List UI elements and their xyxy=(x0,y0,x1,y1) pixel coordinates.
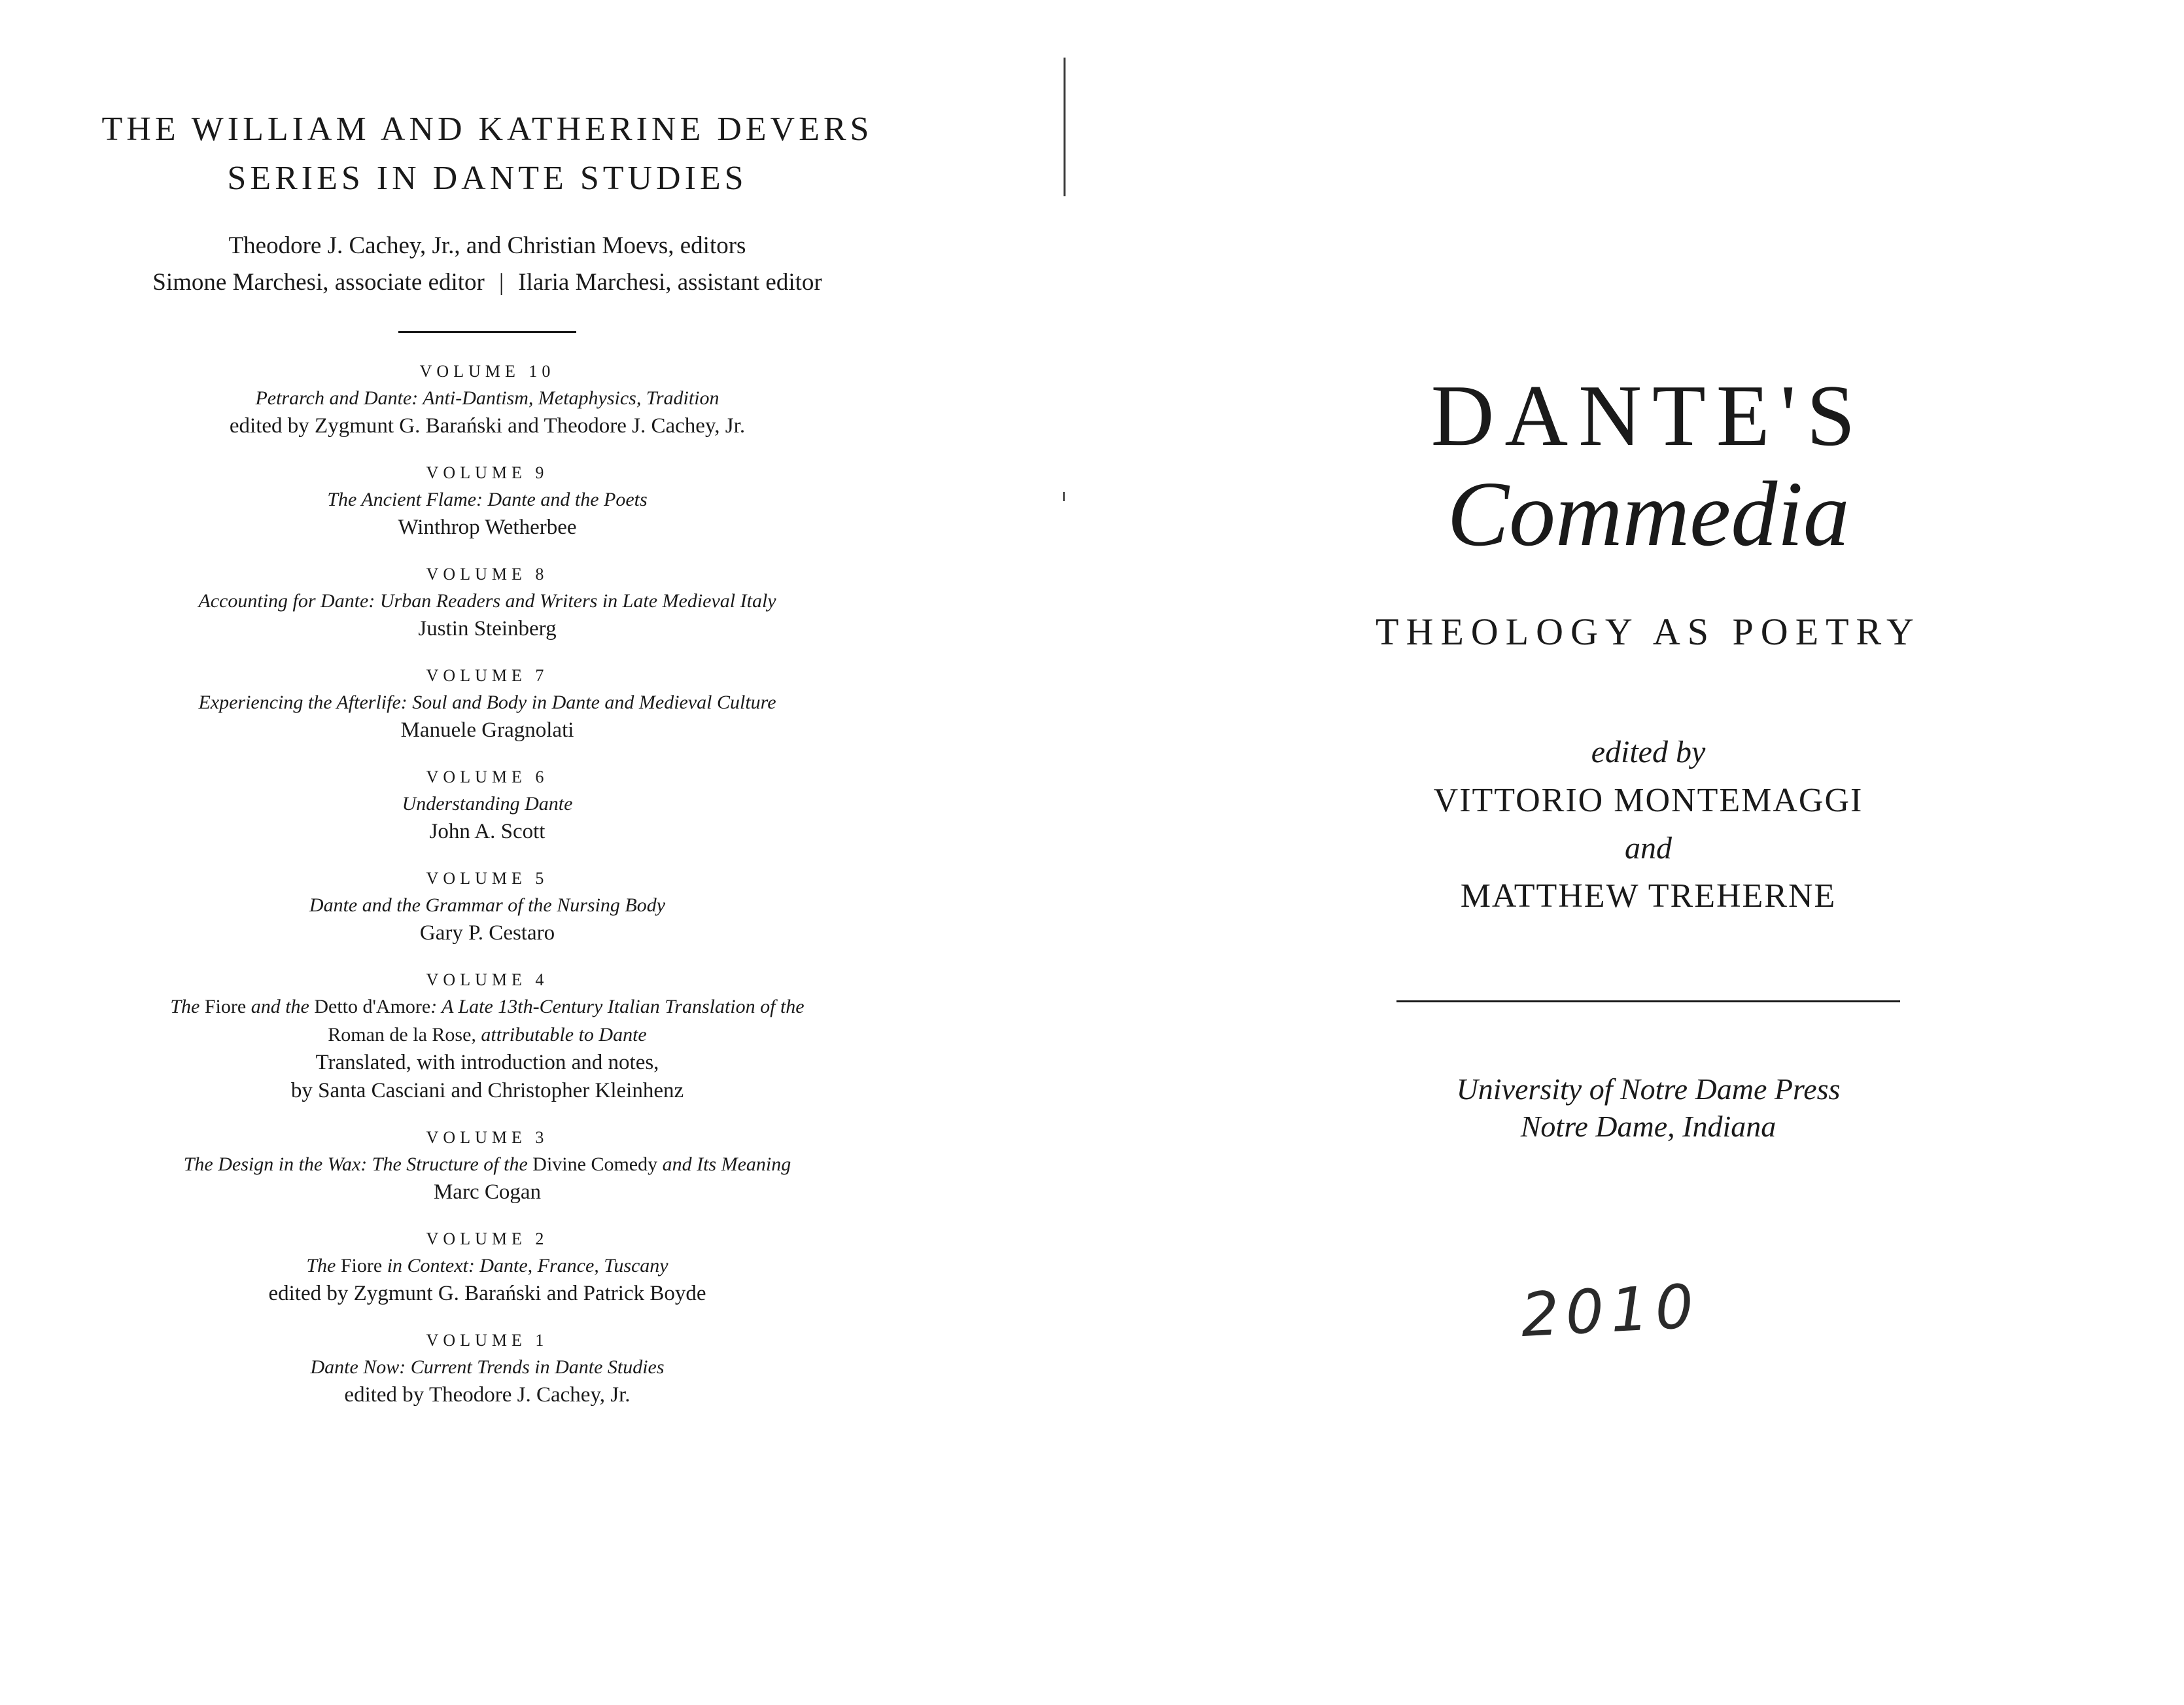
and-label: and xyxy=(1625,831,1672,866)
volume-label: VOLUME 6 xyxy=(426,767,549,786)
editor-name: VITTORIO MONTEMAGGI xyxy=(1433,782,1863,819)
publisher-name: University of Notre Dame Press xyxy=(1456,1072,1841,1106)
volume-entry xyxy=(65,1125,909,1206)
volume-entry xyxy=(65,562,909,643)
series-title-line2: SERIES IN DANTE STUDIES xyxy=(227,160,748,197)
editor-name: MATTHEW TREHERNE xyxy=(1460,877,1837,915)
volume-entry xyxy=(65,1227,909,1308)
volume-entry xyxy=(65,1328,909,1409)
volume-label: VOLUME 9 xyxy=(426,463,549,482)
volume-entry xyxy=(65,866,909,947)
volume-title-continued xyxy=(65,1021,909,1049)
title-part: The xyxy=(306,1255,341,1276)
title-part: in Context: Dante, France, Tuscany xyxy=(382,1255,668,1276)
title-part-roman: Detto d'Amore xyxy=(314,996,431,1017)
volume-title: Accounting for Dante: Urban Readers and Writers in Late Medieval Italy xyxy=(198,590,776,612)
volume-title: Dante Now: Current Trends in Dante Studies xyxy=(310,1356,665,1378)
volume-author: edited by Zygmunt G. Barański and Theodore J. Cachey, Jr. xyxy=(229,414,746,438)
volume-entry xyxy=(65,461,909,542)
title-part-roman: Fiore xyxy=(340,1255,383,1276)
volume-title: Experiencing the Afterlife: Soul and Body in Dante and Medieval Culture xyxy=(198,692,776,713)
volume-author: Manuele Gragnolati xyxy=(400,718,574,742)
title-part: : A Late 13th-Century Italian Translation of the xyxy=(430,996,805,1017)
title-part-roman: Roman de la Rose xyxy=(328,1024,472,1046)
volume-author: edited by Theodore J. Cachey, Jr. xyxy=(344,1383,631,1407)
title-part: and Its Meaning xyxy=(657,1153,791,1175)
assistant-editor: Ilaria Marchesi, assistant editor xyxy=(518,269,822,296)
title-part: , attributable to Dante xyxy=(471,1024,647,1046)
title-part: The xyxy=(170,996,205,1017)
associate-assistant-editors xyxy=(65,264,909,301)
volume-label: VOLUME 5 xyxy=(426,869,549,888)
volume-title: Understanding Dante xyxy=(402,793,573,815)
volume-title xyxy=(65,1252,909,1280)
title-page xyxy=(1321,366,1975,1145)
volume-author: by Santa Casciani and Christopher Kleinhenz xyxy=(290,1079,684,1102)
volume-author: edited by Zygmunt G. Barański and Patrick Boyde xyxy=(268,1282,706,1305)
series-editors xyxy=(65,228,909,301)
series-title-line1: THE WILLIAM AND KATHERINE DEVERS xyxy=(101,111,873,148)
page-gutter-line xyxy=(1064,58,1066,196)
book-title: DANTE'S xyxy=(1430,367,1866,464)
volume-author: Gary P. Cestaro xyxy=(419,921,555,945)
volume-author: Justin Steinberg xyxy=(418,617,557,641)
book-subtitle: Commedia xyxy=(1447,462,1850,565)
volume-label: VOLUME 2 xyxy=(426,1229,549,1248)
title-part: The Design in the Wax: The Structure of the xyxy=(183,1153,533,1175)
volume-author: Winthrop Wetherbee xyxy=(398,516,577,539)
volume-entry xyxy=(65,359,909,440)
editor-separator: | xyxy=(498,269,504,296)
volume-title: Dante and the Grammar of the Nursing Body xyxy=(309,894,666,916)
book-tagline: THEOLOGY AS POETRY xyxy=(1376,610,1921,653)
associate-editor: Simone Marchesi, associate editor xyxy=(152,269,485,296)
volume-entry xyxy=(65,663,909,745)
volume-title xyxy=(65,1150,909,1178)
volume-author: John A. Scott xyxy=(429,820,546,843)
publisher-place: Notre Dame, Indiana xyxy=(1520,1110,1777,1143)
title-part-roman: Fiore xyxy=(204,996,247,1017)
volume-label: VOLUME 1 xyxy=(426,1331,549,1350)
volume-translation-note: Translated, with introduction and notes, xyxy=(315,1051,659,1074)
volume-author: Marc Cogan xyxy=(433,1180,542,1204)
volume-label: VOLUME 4 xyxy=(426,970,549,989)
handwritten-year: 2010 xyxy=(1519,1271,1702,1351)
divider-rule xyxy=(398,331,576,333)
volume-title: The Ancient Flame: Dante and the Poets xyxy=(327,489,648,510)
title-part-roman: Divine Comedy xyxy=(532,1153,658,1175)
volume-entry xyxy=(65,765,909,846)
volume-label: VOLUME 7 xyxy=(426,666,549,685)
volume-title xyxy=(65,993,909,1021)
volume-entry xyxy=(65,968,909,1105)
volume-label: VOLUME 10 xyxy=(419,362,555,381)
divider-rule xyxy=(1396,1000,1900,1002)
volume-title: Petrarch and Dante: Anti-Dantism, Metaphysics, Tradition xyxy=(255,387,719,409)
volume-label: VOLUME 3 xyxy=(426,1128,549,1147)
title-part: and the xyxy=(246,996,315,1017)
series-page xyxy=(65,105,909,1430)
general-editors: Theodore J. Cachey, Jr., and Christian Moevs, editors xyxy=(228,232,746,259)
edited-by-label: edited by xyxy=(1591,735,1706,769)
page-gutter-mark xyxy=(1063,492,1065,501)
volume-label: VOLUME 8 xyxy=(426,565,549,584)
series-title xyxy=(65,105,909,203)
